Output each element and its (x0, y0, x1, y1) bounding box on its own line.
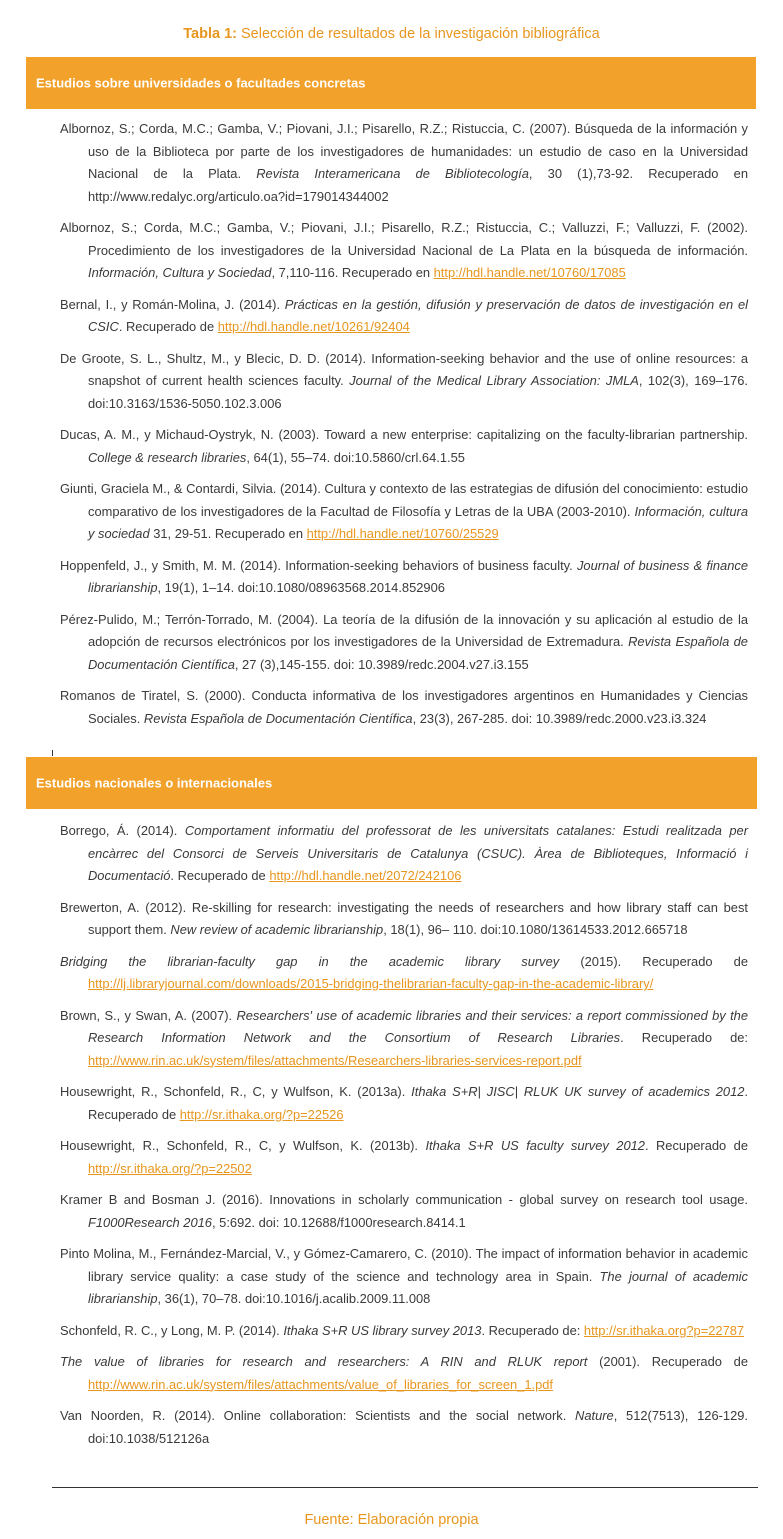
reference-link[interactable]: http://www.rin.ac.uk/system/files/attachments/Researchers-libraries-services-report.pdf (88, 1052, 582, 1068)
reference-text: Pérez-Pulido, M.; Terrón-Torrado, M. (2004). La teoría de la difusión de la innovación y su aplicación al estudio de la adopción de recursos electrónicos por los investigadores de la Universidad de Extremadura. (60, 611, 748, 649)
reference-entry (60, 1135, 748, 1180)
reference-link[interactable]: http://lj.libraryjournal.com/downloads/2015-bridging-thelibrarian-faculty-gap-in-the-academic-library/ (88, 976, 654, 991)
table-source: Fuente: Elaboración propia (304, 1512, 479, 1528)
reference-text: Ducas, A. M., y Michaud-Oystryk, N. (2003). Toward a new enterprise: capitalizing on the faculty-librarian partnership. (60, 427, 748, 442)
reference-entry (60, 609, 748, 677)
reference-entry (60, 685, 748, 730)
reference-text: Hoppenfeld, J., y Smith, M. M. (2014). Information-seeking behaviors of business faculty. (60, 557, 577, 573)
divider-tick (52, 750, 53, 756)
reference-entry (60, 897, 748, 942)
reference-link[interactable]: http://hdl.handle.net/2072/242106 (269, 868, 462, 883)
section-title: Estudios nacionales o internacionales (36, 775, 273, 791)
reference-list-universities (60, 118, 748, 730)
reference-entry (60, 478, 748, 546)
reference-text: , 36(1), 70–78. doi:10.1016/j.acalib.2009.11.008 (157, 1291, 431, 1306)
reference-text: Housewright, R., Schonfeld, R., C, y Wulfson, K. (2013b). (60, 1138, 426, 1153)
section-title: Estudios sobre universidades o facultades concretas (36, 75, 366, 91)
reference-text: . Recuperado de (170, 868, 270, 883)
reference-text: , 27 (3),145-155. doi: 10.3989/redc.2004.v27.i3.155 (234, 656, 529, 672)
reference-title: Información, cultura y sociedad (88, 503, 749, 541)
reference-text: Kramer B and Bosman J. (2016). Innovations in scholarly communication - global survey on research tool usage. (60, 1192, 748, 1207)
reference-text: Brown, S., y Swan, A. (2007). (60, 1007, 237, 1023)
reference-text: Housewright, R., Schonfeld, R., C, y Wulfson, K. (2013a). (60, 1084, 412, 1099)
reference-entry (60, 348, 748, 416)
reference-text: , 5:692. doi: 10.12688/f1000research.8414.1 (211, 1214, 466, 1230)
reference-link[interactable]: http://hdl.handle.net/10760/25529 (306, 526, 499, 541)
reference-text: Giunti, Graciela M., & Contardi, Silvia. (2014). Cultura y contexto de las estrategias de difusión del conocimiento: estudio comparativo de los investigadores de la Facultad de Filosofía y Letras de la UBA (2003-2010). (60, 481, 748, 519)
reference-text: 31, 29-51. Recuperado en (149, 526, 307, 541)
reference-text: . Recuperado de (88, 1084, 749, 1122)
reference-title: The value of libraries for research and researchers: A RIN and RLUK report (60, 1354, 588, 1369)
reference-text: , 102(3), 169–176. doi:10.3163/1536-5050.102.3.006 (88, 373, 748, 411)
table-caption (0, 26, 783, 42)
reference-entry (60, 424, 748, 469)
reference-text: Albornoz, S.; Corda, M.C.; Gamba, V.; Piovani, J.I.; Pisarello, R.Z.; Ristuccia, C.; Valluzzi, F.; Valluzzi, F. (2002). Procedimiento de los investigadores de la Universidad Nacional de La Plata en la búsqueda de información. (60, 220, 748, 258)
reference-link[interactable]: http://sr.ithaka.org/?p=22502 (88, 1160, 252, 1176)
reference-entry (60, 294, 748, 339)
reference-entry (60, 1189, 748, 1234)
reference-entry (60, 951, 748, 996)
reference-title: Ithaka S+R US faculty survey 2012 (425, 1138, 645, 1153)
reference-text: Borrego, Á. (2014). (60, 823, 185, 838)
reference-text: Brewerton, A. (2012). Re-skilling for research: investigating the needs of researchers and how library staff can best support them. (60, 899, 748, 937)
section-header-universities (26, 57, 756, 109)
reference-entry (60, 1351, 748, 1396)
reference-title: Comportament informatiu del professorat de les universitats catalanes: Estudi realitzada per encàrrec del Consorci de Serveis Universitaris de Catalunya (CSUC). Àrea de Biblioteques, Informació i Documentació (88, 823, 748, 883)
reference-text: Van Noorden, R. (2014). Online collaboration: Scientists and the social network. (60, 1408, 576, 1423)
reference-text: Schonfeld, R. C., y Long, M. P. (2014). (60, 1322, 284, 1338)
reference-link[interactable]: http://www.rin.ac.uk/system/files/attachments/value_of_libraries_for_screen_1.pdf (88, 1376, 554, 1392)
reference-entry (60, 118, 748, 208)
reference-text: , 30 (1),73-92. Recuperado en http://www.redalyc.org/articulo.oa?id=179014344002 (88, 166, 748, 204)
reference-text: , 19(1), 1–14. doi:10.1080/08963568.2014.852906 (157, 580, 445, 595)
reference-link[interactable]: http://hdl.handle.net/10760/17085 (433, 265, 626, 280)
reference-title: Prácticas en la gestión, difusión y preservación de datos de investigación en el CSIC (88, 296, 748, 334)
reference-text: Pinto Molina, M., Fernández-Marcial, V., y Gómez-Camarero, C. (2010). The impact of information behavior in academic library service quality: a case study of the science and technology area in Spain. (60, 1246, 748, 1284)
reference-text: . Recuperado de: (620, 1030, 748, 1045)
reference-text: (2015). Recuperado de (559, 953, 748, 969)
reference-entry (60, 555, 748, 600)
reference-text: De Groote, S. L., Shultz, M., y Blecic, D. D. (2014). Information-seeking behavior and the use of online resources: a snapshot of current health sciences faculty. (60, 350, 748, 388)
reference-title: Ithaka S+R| JISC| RLUK UK survey of academics 2012 (411, 1084, 745, 1099)
reference-text: Romanos de Tiratel, S. (2000). Conducta informativa de los investigadores argentinos en Humanidades y Ciencias Sociales. (60, 688, 748, 726)
reference-entry (60, 1320, 748, 1343)
reference-text: , 64(1), 55–74. doi:10.5860/crl.64.1.55 (246, 449, 465, 465)
reference-text: . Recuperado de (118, 319, 218, 334)
caption-label: Tabla 1: (183, 26, 237, 42)
reference-entry (60, 1081, 748, 1126)
reference-title: F1000Research 2016 (88, 1214, 212, 1230)
reference-title: Ithaka S+R US library survey 2013 (283, 1322, 482, 1338)
reference-text: Albornoz, S.; Corda, M.C.; Gamba, V.; Piovani, J.I.; Pisarello, R.Z.; Ristuccia, C. (2007). Búsqueda de la información y uso de la Biblioteca por parte de los investigadores de humanidades: un estudio de caso en la Universidad Nacional de la Plata. (60, 121, 748, 181)
reference-title: Información, Cultura y Sociedad (88, 265, 272, 280)
reference-entry (60, 820, 748, 888)
reference-title: The journal of academic librarianship (88, 1268, 748, 1306)
reference-entry (60, 1405, 748, 1450)
reference-title: Journal of business & finance librarianship (88, 557, 748, 595)
reference-entry (60, 1243, 748, 1311)
reference-link[interactable]: http://hdl.handle.net/10261/92404 (217, 319, 410, 334)
reference-title: Journal of the Medical Library Association: JMLA (349, 373, 639, 388)
reference-title: Nature (575, 1408, 614, 1423)
reference-title: Revista Interamericana de Bibliotecología (256, 166, 529, 181)
reference-link[interactable]: http://sr.ithaka.org?p=22787 (583, 1322, 745, 1338)
reference-title: College & research libraries (88, 449, 247, 465)
reference-link[interactable]: http://sr.ithaka.org/?p=22526 (179, 1106, 344, 1122)
reference-text: , 7,110-116. Recuperado en (271, 265, 434, 280)
reference-title: Researchers' use of academic libraries and their services: a report commissioned by the Research Information Network and the Consortium of Research Libraries (88, 1007, 748, 1045)
section-header-national (26, 757, 757, 809)
reference-title: Revista Española de Documentación Científica (88, 634, 748, 672)
reference-list-national (60, 820, 748, 1450)
reference-text: Bernal, I., y Román-Molina, J. (2014). (60, 296, 285, 312)
caption-text: Selección de resultados de la investigación bibliográfica (241, 26, 600, 42)
reference-title: Revista Española de Documentación Científica (143, 710, 413, 726)
reference-title: Bridging the librarian-faculty gap in the academic library survey (60, 953, 560, 969)
table-bottom-rule (52, 1487, 758, 1488)
reference-text: , 512(7513), 126-129. doi:10.1038/512126a (88, 1408, 749, 1446)
reference-text: . Recuperado de (644, 1138, 748, 1153)
reference-text: (2001). Recuperado de (587, 1354, 748, 1369)
reference-entry (60, 217, 748, 285)
reference-title: New review of academic librarianship (170, 922, 384, 937)
reference-text: , 23(3), 267-285. doi: 10.3989/redc.2000.v23.i3.324 (412, 710, 707, 726)
reference-text: . Recuperado de: (481, 1322, 584, 1338)
reference-text: , 18(1), 96– 110. doi:10.1080/13614533.2012.665718 (383, 922, 688, 937)
reference-entry (60, 1005, 748, 1073)
